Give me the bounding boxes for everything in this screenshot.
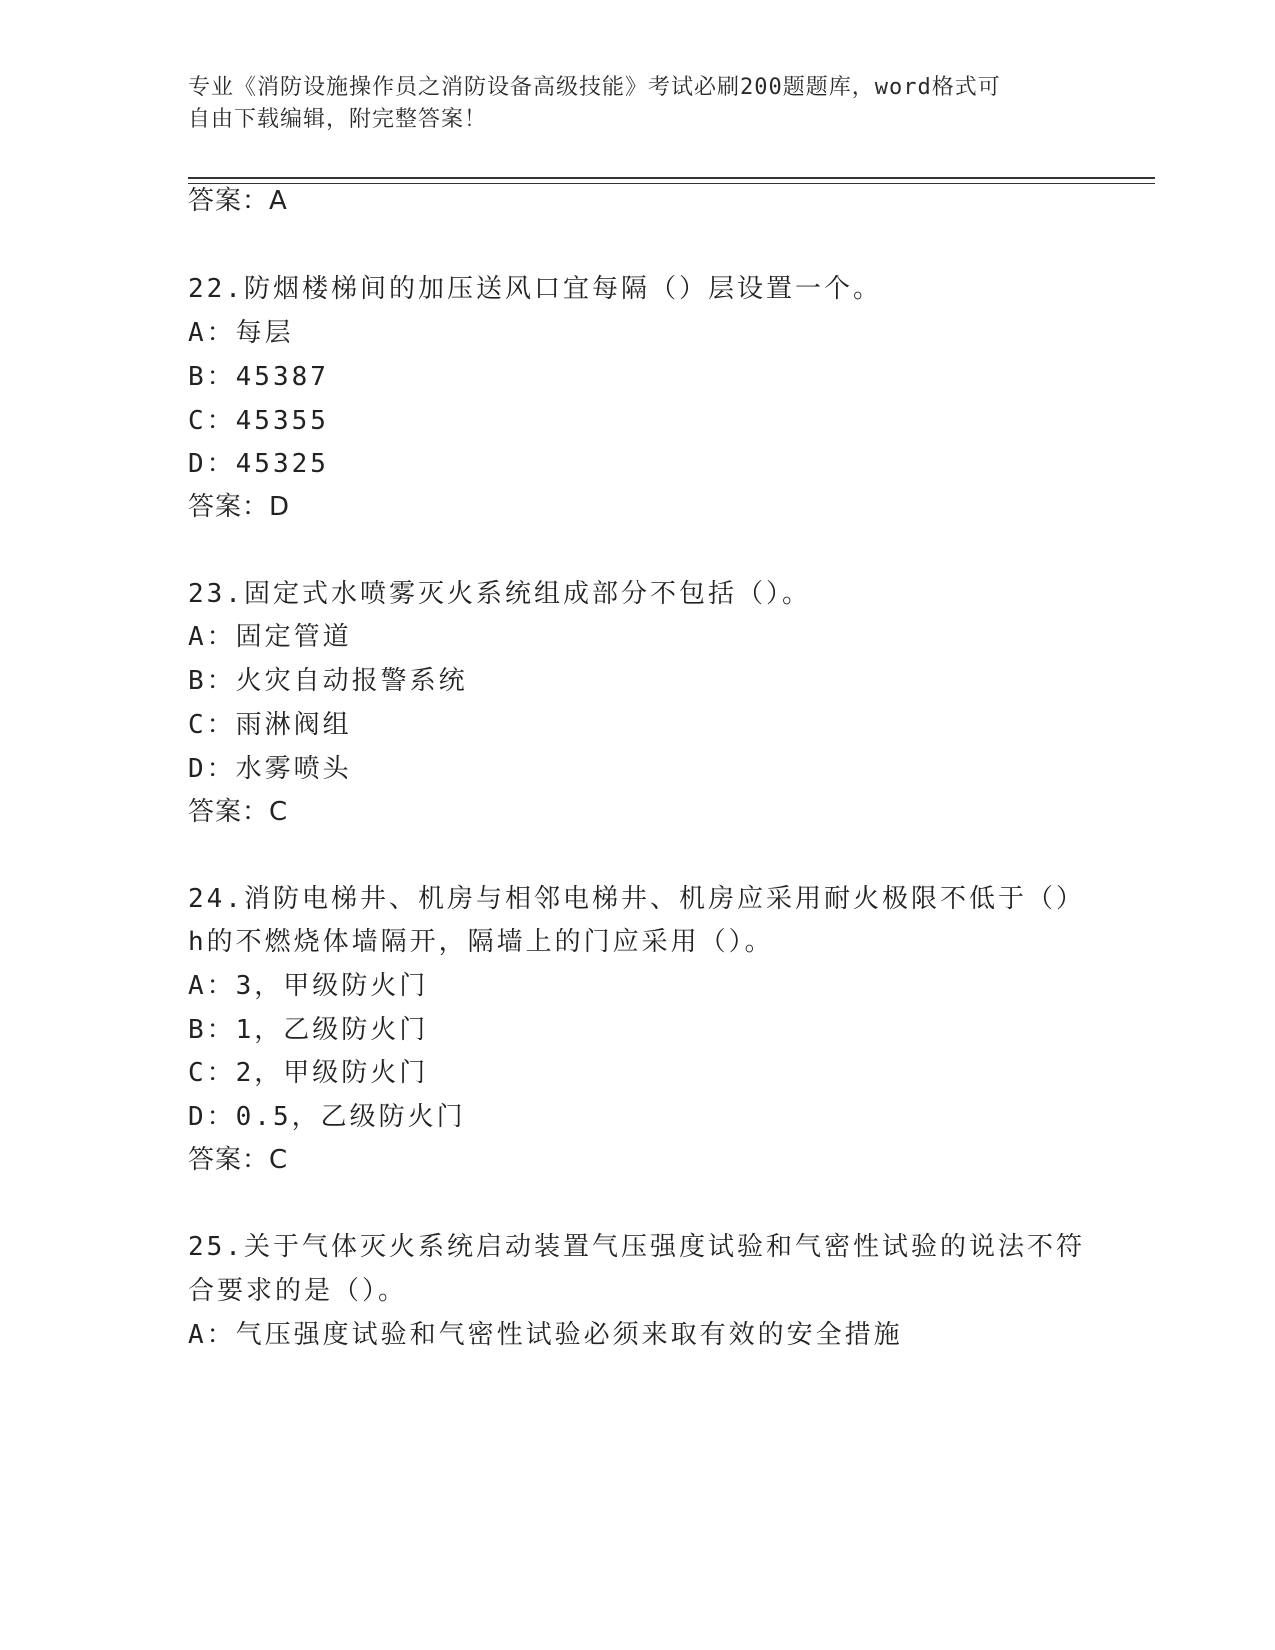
question-22-option-a: A：每层 [188, 318, 294, 348]
question-23-option-c: C：雨淋阀组 [188, 710, 352, 740]
question-22-option-c: C：45355 [188, 406, 329, 436]
question-23-option-a: A：固定管道 [188, 622, 352, 652]
question-24-stem-line-1: 24.消防电梯井、机房与相邻电梯井、机房应采用耐火极限不低于（） [188, 884, 1085, 914]
question-25-stem-line-2: 合要求的是（）。 [188, 1276, 408, 1306]
question-23-option-d: D：水雾喷头 [188, 754, 352, 784]
header-divider-thick [188, 177, 1155, 179]
question-25-option-a: A：气压强度试验和气密性试验必须来取有效的安全措施 [188, 1320, 903, 1350]
question-23-answer: 答案：C [188, 797, 289, 827]
question-22-stem: 22.防烟楼梯间的加压送风口宜每隔（）层设置一个。 [188, 274, 882, 304]
document-header [188, 72, 1088, 136]
question-24-stem-line-2: h的不燃烧体墙隔开，隔墙上的门应采用（）。 [188, 927, 774, 957]
question-25-stem-line-1: 25.关于气体灭火系统启动装置气压强度试验和气密性试验的说法不符 [188, 1232, 1085, 1262]
question-24-option-a: A：3，甲级防火门 [188, 971, 429, 1001]
question-22-option-b: B：45387 [188, 362, 329, 392]
question-24-option-c: C：2，甲级防火门 [188, 1058, 429, 1088]
previous-answer: 答案：A [188, 186, 288, 216]
question-24-answer: 答案：C [188, 1145, 289, 1175]
question-23-option-b: B：火灾自动报警系统 [188, 666, 468, 696]
question-24-option-b: B：1，乙级防火门 [188, 1015, 429, 1045]
header-line-1: 专业《消防设施操作员之消防设备高级技能》考试必刷200题题库，word格式可 [188, 75, 1001, 100]
question-22-option-d: D：45325 [188, 449, 329, 479]
question-23-stem: 23.固定式水喷雾灭火系统组成部分不包括（）。 [188, 579, 811, 609]
header-divider-thin [188, 183, 1155, 184]
header-line-2: 自由下载编辑，附完整答案！ [188, 107, 488, 132]
question-24-option-d: D：0.5，乙级防火门 [188, 1102, 466, 1132]
question-22-answer: 答案：D [188, 492, 291, 522]
